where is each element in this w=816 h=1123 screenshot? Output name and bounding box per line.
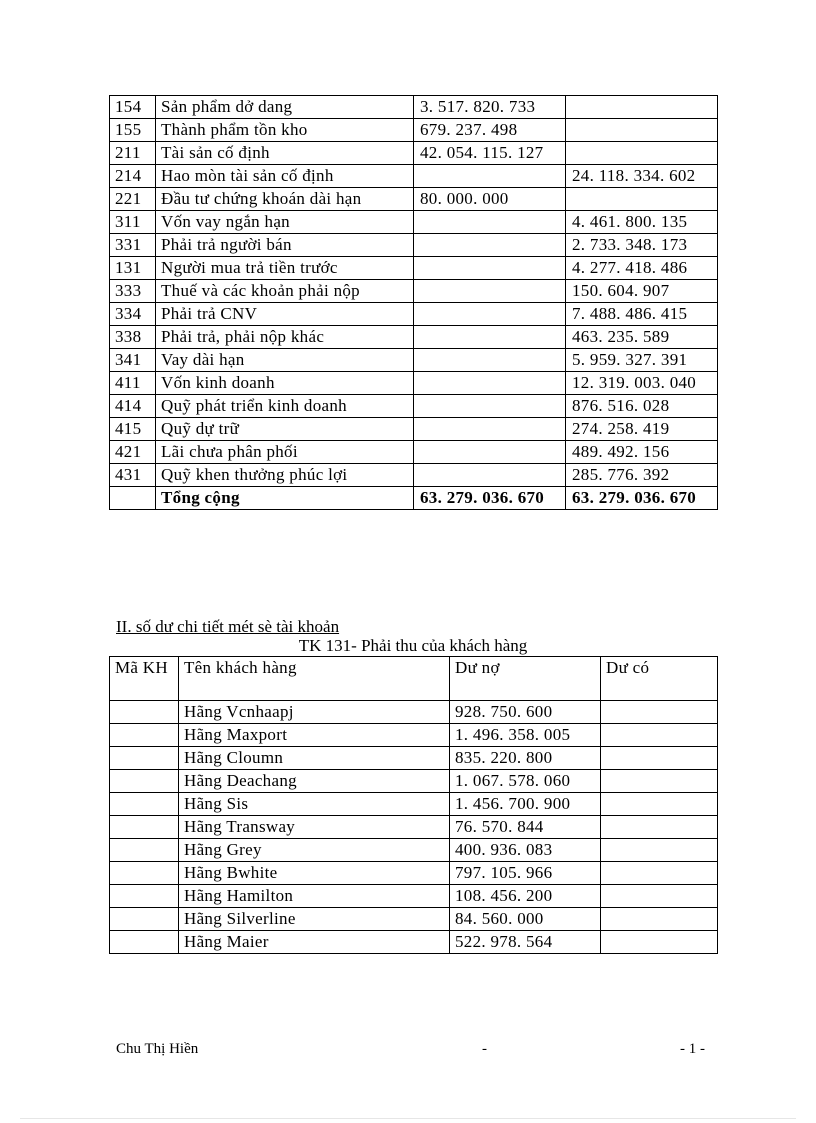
account-row [110, 326, 718, 349]
account-row [110, 165, 718, 188]
page-bottom-rule [20, 1118, 796, 1119]
account-name: Phải trả CNV [156, 303, 414, 326]
account-code: 221 [110, 188, 156, 211]
header-debit: Dư nợ [450, 657, 601, 701]
customer-code [110, 793, 179, 816]
footer-author: Chu Thị Hiền [116, 1041, 199, 1057]
account-debit [414, 326, 566, 349]
account-debit: 3. 517. 820. 733 [414, 96, 566, 119]
customer-code [110, 931, 179, 954]
account-name: Người mua trả tiền trước [156, 257, 414, 280]
account-row [110, 142, 718, 165]
account-code: 415 [110, 418, 156, 441]
account-credit: 274. 258. 419 [566, 418, 718, 441]
account-balance-body [110, 96, 718, 510]
account-name: Sản phẩm dở dang [156, 96, 414, 119]
account-code: 331 [110, 234, 156, 257]
account-debit [414, 234, 566, 257]
account-code: 411 [110, 372, 156, 395]
customer-row [110, 816, 718, 839]
header-name: Tên khách hàng [179, 657, 450, 701]
account-row [110, 464, 718, 487]
account-code: 155 [110, 119, 156, 142]
account-name: Phải trả người bán [156, 234, 414, 257]
account-name: Vay dài hạn [156, 349, 414, 372]
customer-code [110, 724, 179, 747]
account-debit [414, 395, 566, 418]
account-row [110, 119, 718, 142]
customer-row [110, 931, 718, 954]
account-name: Tài sản cố định [156, 142, 414, 165]
customer-code [110, 816, 179, 839]
account-row [110, 441, 718, 464]
customer-credit [601, 931, 718, 954]
customer-debit: 1. 067. 578. 060 [450, 770, 601, 793]
account-code: 338 [110, 326, 156, 349]
account-row [110, 372, 718, 395]
customer-credit [601, 908, 718, 931]
account-credit: 150. 604. 907 [566, 280, 718, 303]
customer-credit [601, 747, 718, 770]
customer-credit [601, 770, 718, 793]
account-code: 341 [110, 349, 156, 372]
customer-debit: 76. 570. 844 [450, 816, 601, 839]
customer-code [110, 770, 179, 793]
customer-name: Hãng Maxport [179, 724, 450, 747]
customer-receivables-table [109, 656, 718, 954]
account-credit: 4. 277. 418. 486 [566, 257, 718, 280]
customer-row [110, 770, 718, 793]
account-debit [414, 280, 566, 303]
account-name: Thuế và các khoản phải nộp [156, 280, 414, 303]
customer-name: Hãng Silverline [179, 908, 450, 931]
header-code: Mã KH [110, 657, 179, 701]
account-name: Thành phẩm tồn kho [156, 119, 414, 142]
customer-debit: 84. 560. 000 [450, 908, 601, 931]
account-name: Quỹ khen thưởng phúc lợi [156, 464, 414, 487]
customer-debit: 108. 456. 200 [450, 885, 601, 908]
customer-name: Hãng Hamilton [179, 885, 450, 908]
account-debit: 42. 054. 115. 127 [414, 142, 566, 165]
customer-row [110, 862, 718, 885]
account-name: Lãi chưa phân phối [156, 441, 414, 464]
customer-row [110, 724, 718, 747]
customer-debit: 928. 750. 600 [450, 701, 601, 724]
account-row [110, 418, 718, 441]
account-debit [414, 372, 566, 395]
customer-credit [601, 839, 718, 862]
customer-code [110, 885, 179, 908]
account-code: 334 [110, 303, 156, 326]
footer-separator: - [482, 1041, 487, 1057]
customer-row [110, 747, 718, 770]
account-name: Quỹ phát triển kinh doanh [156, 395, 414, 418]
account-credit: 7. 488. 486. 415 [566, 303, 718, 326]
account-debit [414, 303, 566, 326]
account-credit: 2. 733. 348. 173 [566, 234, 718, 257]
customer-receivables-body [110, 657, 718, 954]
account-name: Hao mòn tài sản cố định [156, 165, 414, 188]
account-credit: 24. 118. 334. 602 [566, 165, 718, 188]
account-row [110, 234, 718, 257]
account-code: 333 [110, 280, 156, 303]
customer-credit [601, 724, 718, 747]
account-row [110, 349, 718, 372]
account-credit: 463. 235. 589 [566, 326, 718, 349]
customer-debit: 1. 456. 700. 900 [450, 793, 601, 816]
customer-credit [601, 793, 718, 816]
account-credit [566, 119, 718, 142]
customer-row [110, 793, 718, 816]
customer-row [110, 885, 718, 908]
account-row [110, 96, 718, 119]
account-debit [414, 165, 566, 188]
account-credit: 12. 319. 003. 040 [566, 372, 718, 395]
customer-name: Hãng Transway [179, 816, 450, 839]
customer-credit [601, 885, 718, 908]
customer-code [110, 908, 179, 931]
account-debit [414, 211, 566, 234]
customer-name: Hãng Deachang [179, 770, 450, 793]
customer-debit: 835. 220. 800 [450, 747, 601, 770]
customer-name: Hãng Maier [179, 931, 450, 954]
account-credit [566, 188, 718, 211]
customer-table-title: TK 131- Phải thu của khách hàng [298, 636, 528, 655]
account-credit [566, 96, 718, 119]
header-credit: Dư có [601, 657, 718, 701]
account-debit [414, 349, 566, 372]
account-credit: 5. 959. 327. 391 [566, 349, 718, 372]
account-row [110, 211, 718, 234]
account-code: 421 [110, 441, 156, 464]
customer-debit: 400. 936. 083 [450, 839, 601, 862]
customer-name: Hãng Bwhite [179, 862, 450, 885]
customer-name: Hãng Cloumn [179, 747, 450, 770]
customer-name: Hãng Vcnhaapj [179, 701, 450, 724]
account-code: 154 [110, 96, 156, 119]
customer-name: Hãng Sis [179, 793, 450, 816]
customer-credit [601, 701, 718, 724]
account-code: 214 [110, 165, 156, 188]
customer-row [110, 701, 718, 724]
account-debit [414, 464, 566, 487]
account-row [110, 395, 718, 418]
account-row [110, 188, 718, 211]
customer-code [110, 747, 179, 770]
customer-debit: 522. 978. 564 [450, 931, 601, 954]
footer-page-number: - 1 - [680, 1041, 705, 1057]
account-code: 431 [110, 464, 156, 487]
account-debit: 80. 000. 000 [414, 188, 566, 211]
account-name: Vốn kinh doanh [156, 372, 414, 395]
account-name: Đầu tư chứng khoán dài hạn [156, 188, 414, 211]
account-name: Phải trả, phải nộp khác [156, 326, 414, 349]
account-credit: 876. 516. 028 [566, 395, 718, 418]
account-credit: 285. 776. 392 [566, 464, 718, 487]
account-code: 414 [110, 395, 156, 418]
account-name: Quỹ dự trữ [156, 418, 414, 441]
account-code: 211 [110, 142, 156, 165]
account-row [110, 303, 718, 326]
total-debit: 63. 279. 036. 670 [414, 487, 566, 510]
account-row [110, 257, 718, 280]
customer-header-row [110, 657, 718, 701]
customer-name: Hãng Grey [179, 839, 450, 862]
customer-row [110, 908, 718, 931]
account-credit: 4. 461. 800. 135 [566, 211, 718, 234]
section-heading: II. số dư chi tiết mét sè tài khoản [116, 617, 340, 636]
total-code [110, 487, 156, 510]
customer-code [110, 701, 179, 724]
account-debit [414, 418, 566, 441]
total-credit: 63. 279. 036. 670 [566, 487, 718, 510]
total-row [110, 487, 718, 510]
account-code: 311 [110, 211, 156, 234]
account-name: Vốn vay ngắn hạn [156, 211, 414, 234]
customer-code [110, 839, 179, 862]
customer-credit [601, 862, 718, 885]
account-debit [414, 441, 566, 464]
account-balance-table [109, 95, 718, 510]
account-credit: 489. 492. 156 [566, 441, 718, 464]
customer-row [110, 839, 718, 862]
account-code: 131 [110, 257, 156, 280]
total-label: Tổng cộng [156, 487, 414, 510]
account-debit [414, 257, 566, 280]
account-row [110, 280, 718, 303]
customer-debit: 1. 496. 358. 005 [450, 724, 601, 747]
customer-credit [601, 816, 718, 839]
account-credit [566, 142, 718, 165]
account-debit: 679. 237. 498 [414, 119, 566, 142]
customer-debit: 797. 105. 966 [450, 862, 601, 885]
customer-code [110, 862, 179, 885]
